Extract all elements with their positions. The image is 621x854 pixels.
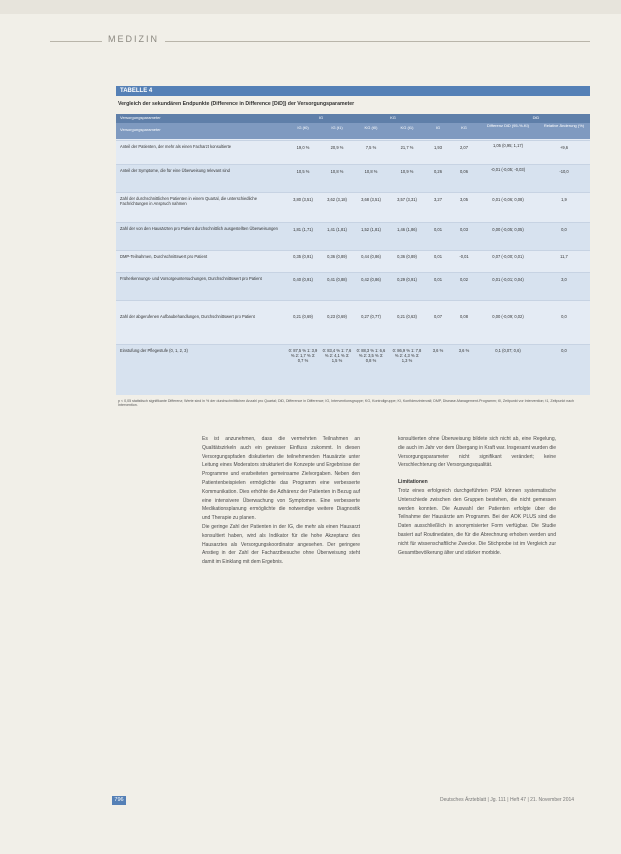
cell: 3,6 % bbox=[432, 348, 444, 353]
row-label: Zahl der abgerufenen Aufbaubehandlungen, Durchschnittswert pro Patient bbox=[120, 314, 255, 319]
cell: 1,46 (1,86) bbox=[397, 227, 417, 232]
cell: 0,1 (0,07; 0,6) bbox=[495, 348, 521, 353]
cell: 19,0 % bbox=[296, 145, 310, 150]
table-row bbox=[116, 222, 590, 251]
col-header-6: KG bbox=[461, 125, 467, 130]
row-label: DMP-Teilnahmen, Durchschnittswert pro Patient bbox=[120, 254, 208, 259]
cell: 0,42 (0,86) bbox=[361, 277, 381, 282]
cell: 1,81 (1,71) bbox=[293, 227, 313, 232]
cell: 0,44 (0,86) bbox=[361, 254, 381, 259]
cell: -0,01 (-0,05; -0,03) bbox=[490, 167, 526, 172]
cell: 0,06 bbox=[460, 169, 468, 174]
cell: -10,0 bbox=[559, 169, 569, 174]
cell: 0: 88,3 % 1: 6,6 % 2: 3,5 % 3: 0,8 % bbox=[356, 348, 386, 363]
cell: 0,0 bbox=[561, 348, 567, 353]
row-label: Anteil der Symptome, die für eine Überweisung relevant sind bbox=[120, 168, 230, 173]
cell: -0,01 bbox=[459, 254, 469, 259]
cell: 10,9 % bbox=[400, 169, 414, 174]
cell: 0,41 (0,88) bbox=[327, 277, 347, 282]
cell: 0,36 (0,89) bbox=[397, 254, 417, 259]
cell: 11,7 bbox=[560, 254, 568, 259]
cell: 0,01 (-0,06; 0,08) bbox=[492, 197, 524, 202]
table-label: TABELLE 4 bbox=[116, 86, 590, 96]
group-header-did: DiD bbox=[532, 115, 540, 120]
cell: 10,8 % bbox=[330, 169, 344, 174]
cell: 0,07 bbox=[434, 314, 442, 319]
cell: 3,0 bbox=[561, 277, 567, 282]
cell: 0: 87,5 % 1: 3,9 % 2: 1,7 % 3: 0,7 % bbox=[288, 348, 318, 363]
col-header-5: IG bbox=[435, 125, 441, 130]
cell: 1,05 (0,95; 1,17) bbox=[492, 143, 524, 148]
body-column-left bbox=[202, 435, 360, 567]
cell: 0,29 (0,91) bbox=[397, 277, 417, 282]
top-band bbox=[0, 0, 621, 14]
table-row bbox=[116, 344, 590, 395]
cell: 3,62 (3,18) bbox=[327, 197, 347, 202]
row-label: Zahl der von den Hausärzten pro Patient durchschnittlich ausgestellten Überweisungen bbox=[120, 226, 278, 231]
cell: 0,02 bbox=[460, 277, 468, 282]
page-number: 796 bbox=[112, 796, 126, 805]
cell: 1,52 (1,81) bbox=[361, 227, 381, 232]
cell: 3,6 % bbox=[458, 348, 470, 353]
cell: 0,07 (-0,00; 0,01) bbox=[492, 254, 524, 259]
cell: 1,9 bbox=[561, 197, 567, 202]
cell: 2,07 bbox=[460, 145, 468, 150]
cell: 3,80 (3,51) bbox=[293, 197, 313, 202]
cell: 21,7 % bbox=[400, 145, 414, 150]
table-footnote: p < 0,05 statistisch signifikante Differenz; Werte sind in % der durchschnittlichen Anzahl pro Quartal; DiD, Difference in Difference; IG, Interventionsgruppe; KG, Kontrollgruppe; KI, Konfidenzintervall; DMP, Disease-Management-Programm; t0, Zeitpunkt vor Intervention; t1, Zeitpunkt nach Intervention. bbox=[118, 399, 574, 408]
body-column-right bbox=[398, 435, 556, 557]
body-text: konsultierten ohne Überweisung bildete sich nicht ab, eine Regelung, die auch im Jahr vor dem Übergang in Kraft war. Insgesamt wurden die Versorgungsparameter nicht signifikant verändert; keine Verschlechterung der Versorgungsqualität. bbox=[398, 436, 556, 469]
col-header-3: KG (t0) bbox=[364, 125, 378, 130]
cell: 0,26 bbox=[434, 169, 442, 174]
journal-reference: Deutsches Ärzteblatt | Jg. 111 | Heft 47 | 21. November 2014 bbox=[440, 797, 575, 803]
table-column-header bbox=[116, 123, 590, 139]
cell: +9,6 bbox=[559, 145, 569, 150]
cell: 10,8 % bbox=[364, 169, 378, 174]
cell: 20,9 % bbox=[330, 145, 344, 150]
cell: 0,08 bbox=[460, 314, 468, 319]
row-label: Früherkennungs- und Vorsorgeuntersuchungen, Durchschnittswert pro Patient bbox=[120, 276, 262, 281]
table-row bbox=[116, 192, 590, 223]
cell: 0,23 (0,69) bbox=[327, 314, 347, 319]
cell: 1,93 bbox=[434, 145, 442, 150]
cell: 1,41 (1,81) bbox=[327, 227, 347, 232]
cell: 0: 86,9 % 1: 7,8 % 2: 4,3 % 3: 1,3 % bbox=[392, 348, 422, 363]
cell: 0,01 bbox=[434, 277, 442, 282]
table-row bbox=[116, 250, 590, 273]
col-header-2: IG (t1) bbox=[331, 125, 343, 130]
col-header-4: KG (t1) bbox=[400, 125, 414, 130]
cell: 0,27 (0,77) bbox=[361, 314, 381, 319]
row-label: Einstufung der Pflegestufe (0, 1, 2, 3) bbox=[120, 348, 188, 353]
table-group-header bbox=[116, 114, 590, 123]
cell: 3,68 (3,51) bbox=[361, 197, 381, 202]
body-text: Es ist anzunehmen, dass die vermehrten Teilnahmen an Qualitätszirkeln auch ein gewisser Einfluss zukommt. In diesen Versorgungspfaden diskutierten die teilnehmenden Hausärzte unter Leitung eines Moderators strukturiert die Konzepte und Ergebnisse der Programme und erarbeiteten gemeinsame Zielvorgaben. Neben den Patientenbeispielen ermöglichte das Programm eine verbesserte Kommunikation. Dies erhöhte die Adhärenz der Patienten in Bezug auf eine intensivere Überwachung von Symptomen. Eine verbesserte Medikationsplanung ermöglichte die notwendige weitere Diagnostik und Therapie zu planen. Die geringe Zahl der Patienten in der IG, die mehr als einen Hausarzt konsultiert haben, wird als Indikator für die hohe Akzeptanz des Hausarztes als Versorgungskoordinator angesehen. Der geringere Anstieg in der Zahl der Facharztbesuche ohne Überweisung steht damit im Einklang mit dem Ergebnis. bbox=[202, 436, 360, 566]
cell: 0,00 (-0,05; 0,05) bbox=[492, 227, 524, 232]
section-label: MEDIZIN bbox=[102, 34, 165, 44]
table-row bbox=[116, 272, 590, 301]
cell: 10,5 % bbox=[296, 169, 310, 174]
cell: 0,21 (0,63) bbox=[397, 314, 417, 319]
cell: 0,00 (-0,09; 0,02) bbox=[492, 314, 524, 319]
col-header-1: IG (t0) bbox=[297, 125, 309, 130]
row-label: Anteil der Patienten, der mehr als einen Facharzt konsultierte bbox=[120, 144, 232, 149]
row-label: Zahl der durchschnittlichen Patienten in einem Quartal, die unterschiedliche Fachrichtungen in Anspruch nahmen bbox=[120, 196, 257, 206]
data-table bbox=[116, 114, 590, 394]
cell: 0: 83,4 % 1: 7,6 % 2: 4,1 % 3: 1,5 % bbox=[322, 348, 352, 363]
cell: 3,57 (3,31) bbox=[397, 197, 417, 202]
table-caption: Vergleich der sekundären Endpunkte (Difference in Difference [DiD]) der Versorgungsparameter bbox=[118, 101, 355, 107]
cell: 3,05 bbox=[460, 197, 468, 202]
cell: 0,0 bbox=[561, 227, 567, 232]
page-header bbox=[50, 35, 590, 49]
cell: 0,35 (0,91) bbox=[293, 254, 313, 259]
col-header-0: Versorgungsparameter bbox=[120, 127, 161, 132]
section-heading: Limitationen bbox=[398, 479, 428, 486]
cell: 0,0 bbox=[561, 314, 567, 319]
group-header-ig: IG bbox=[318, 115, 324, 120]
group-header-params: Versorgungsparameter bbox=[120, 115, 161, 120]
cell: 3,27 bbox=[434, 197, 442, 202]
table-row bbox=[116, 300, 590, 345]
group-header-kg: KG bbox=[390, 115, 396, 120]
table-row bbox=[116, 140, 590, 165]
cell: 0,01 (-0,01; 0,04) bbox=[492, 277, 524, 282]
cell: 0,01 bbox=[434, 254, 442, 259]
cell: 0,21 (0,69) bbox=[293, 314, 313, 319]
col-header-7: Differenz DiD (95-%-KI) bbox=[487, 123, 529, 128]
cell: 0,36 (0,89) bbox=[327, 254, 347, 259]
col-header-8: Relative Änderung (%) bbox=[543, 123, 585, 128]
cell: 0,40 (0,91) bbox=[293, 277, 313, 282]
cell: 7,5 % bbox=[365, 145, 377, 150]
cell: 0,01 bbox=[434, 227, 442, 232]
cell: 0,03 bbox=[460, 227, 468, 232]
table-row bbox=[116, 164, 590, 193]
body-text: Trotz eines erfolgreich durchgeführten PSM können systematische Unterschiede zwischen den Gruppen bestehen, die nicht gemessen werden konnten. Die Auswahl der Patienten erfolgte über die Teilnahme der Hausärzte am Programm. Bei der AOK PLUS sind die Daten ausschließlich in anonymisierter Form verfügbar. Die Studie basiert auf Routinedaten, die für die Abrechnung erhoben werden und nicht für wissenschaftliche Zwecke. Die Stichprobe ist im Vergleich zur Gesamtbevölkerung älter und stärker morbide. bbox=[398, 487, 556, 556]
